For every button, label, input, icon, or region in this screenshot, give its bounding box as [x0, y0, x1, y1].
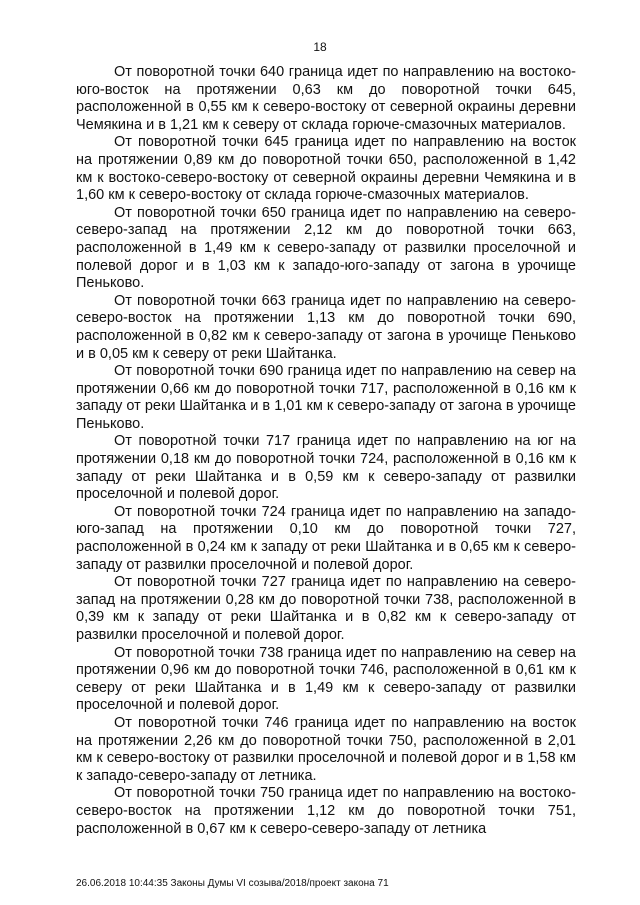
paragraph: От поворотной точки 645 граница идет по направлению на восток на протяжении 0,89 км до поворотной точки 650, расположенной в 1,42 км к востоко-северо-востоку от северной окраины деревни Чемякина и в 1,60 км к северо-востоку от склада горюче-смазочных материалов.	[76, 134, 576, 204]
document-body	[76, 64, 576, 838]
paragraph: От поворотной точки 663 граница идет по направлению на северо-северо-восток на протяжении 1,13 км до поворотной точки 690, расположенной в 0,82 км к северо-западу от загона в урочище Пеньково и в 0,05 км к северу от реки Шайтанка.	[76, 292, 576, 362]
paragraph: От поворотной точки 717 граница идет по направлению на юг на протяжении 0,18 км до поворотной точки 724, расположенной в 0,16 км к западу от реки Шайтанка и в 0,59 км к северо-западу от развилки проселочной и полевой дорог.	[76, 433, 576, 503]
page-number: 18	[313, 40, 327, 54]
paragraph: От поворотной точки 640 граница идет по направлению на востоко-юго-восток на протяжении 0,63 км до поворотной точки 645, расположенной в 0,55 км к северо-востоку от северной окраины деревни Чемякина и в 1,21 км к северу от склада горюче-смазочных материалов.	[76, 64, 576, 133]
paragraph: От поворотной точки 746 граница идет по направлению на восток на протяжении 2,26 км до поворотной точки 750, расположенной в 2,01 км к северо-востоку от развилки проселочной и полевой дорог и в 1,58 км к западо-северо-западу от летника.	[76, 714, 576, 784]
document-footer: 26.06.2018 10:44:35 Законы Думы VI созыва/2018/проект закона 71	[76, 878, 389, 889]
paragraph: От поворотной точки 738 граница идет по направлению на север на протяжении 0,96 км до поворотной точки 746, расположенной в 0,61 км к северу от реки Шайтанка и в 1,49 км к северо-западу от развилки проселочной и полевой дорог.	[76, 644, 576, 714]
paragraph: От поворотной точки 750 граница идет по направлению на востоко-северо-восток на протяжении 1,12 км до поворотной точки 751, расположенной в 0,67 км к северо-северо-западу от летника	[76, 785, 576, 837]
paragraph: От поворотной точки 727 граница идет по направлению на северо-запад на протяжении 0,28 км до поворотной точки 738, расположенной в 0,39 км к западу от реки Шайтанка и в 0,82 км к северо-западу от развилки проселочной и полевой дорог.	[76, 574, 576, 643]
paragraph: От поворотной точки 724 граница идет по направлению на западо-юго-запад на протяжении 0,10 км до поворотной точки 727, расположенной в 0,24 км к западу от реки Шайтанка и в 0,65 км к северо-западу от развилки проселочной и полевой дорог.	[76, 503, 576, 573]
paragraph: От поворотной точки 690 граница идет по направлению на север на протяжении 0,66 км до поворотной точки 717, расположенной в 0,16 км к западу от реки Шайтанка и в 1,01 км к северо-западу от загона в урочище Пеньково.	[76, 363, 576, 432]
paragraph: От поворотной точки 650 граница идет по направлению на северо-северо-запад на протяжении 2,12 км до поворотной точки 663, расположенной в 1,49 км к северо-западу от развилки проселочной и полевой дорог и в 1,03 км к западо-юго-западу от загона в урочище Пеньково.	[76, 204, 576, 292]
